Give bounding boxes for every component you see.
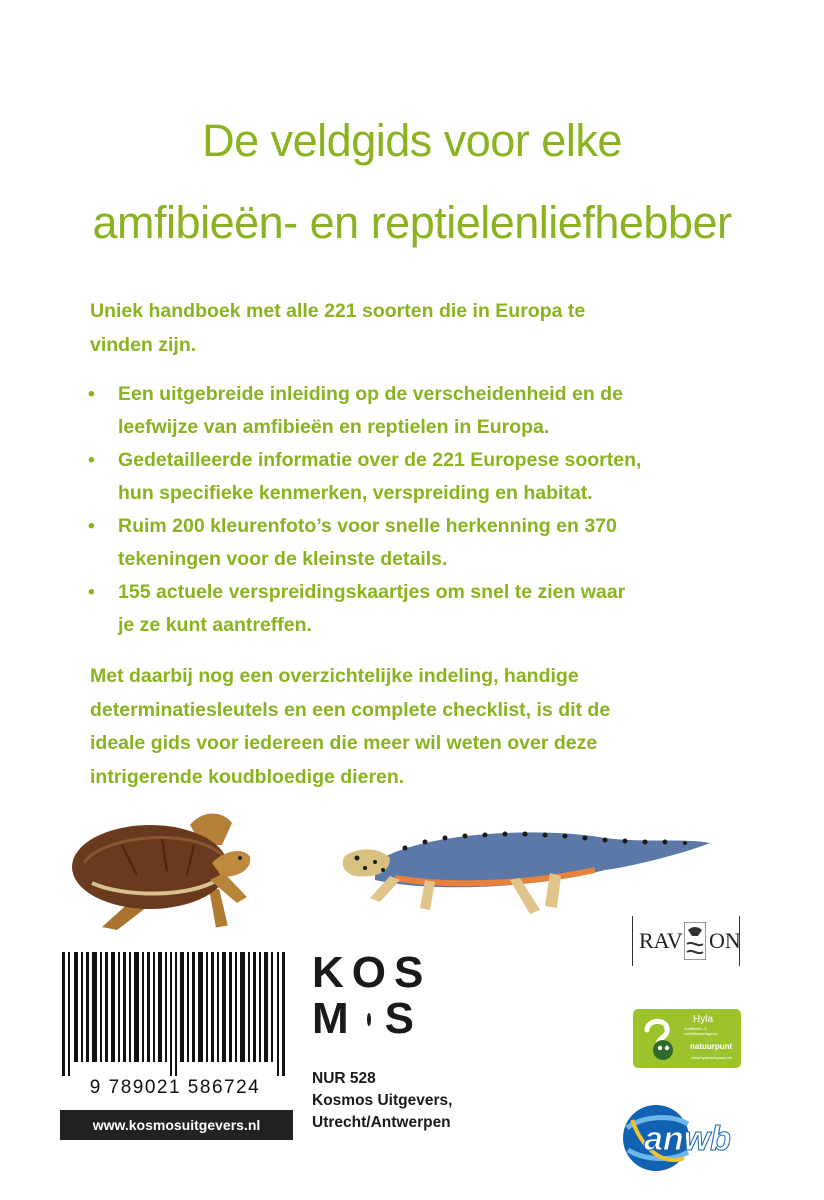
intro-line-2: vinden zijn. bbox=[90, 334, 197, 356]
feature-line: Gedetailleerde informatie over de 221 Europese soorten, bbox=[118, 449, 642, 471]
isbn-number: 9 789021 586724 bbox=[89, 1077, 261, 1098]
barcode bbox=[60, 952, 288, 1076]
hyla-frog-icon bbox=[639, 1016, 683, 1060]
feature-line: Ruim 200 kleurenfoto’s voor snelle herkenning en 370 bbox=[118, 515, 617, 537]
outro-line: Met daarbij nog een overzichtelijke indeling, handige bbox=[90, 665, 579, 687]
ravon-emblem-icon bbox=[684, 922, 706, 960]
kosmos-logo-m: M bbox=[312, 994, 357, 1043]
headline-line-2: amfibieën- en reptielenliefhebber bbox=[92, 197, 732, 248]
feature-line: 155 actuele verspreidingskaartjes om snel te zien waar bbox=[118, 581, 626, 603]
kosmos-logo-dot bbox=[367, 1013, 371, 1026]
feature-line: hun specifieke kenmerken, verspreiding en habitat. bbox=[118, 482, 593, 504]
publisher-location: Utrecht/Antwerpen bbox=[312, 1114, 451, 1131]
kosmos-logo bbox=[312, 948, 432, 1043]
anwb-logo bbox=[622, 1098, 742, 1178]
ravon-logo-left: RAV bbox=[639, 928, 683, 953]
outro-line: determinatiesleutels en een complete checklist, is dit de bbox=[90, 698, 611, 721]
bullet-dot: • bbox=[88, 449, 95, 471]
ravon-logo-right: ON bbox=[709, 928, 741, 953]
turtle-illustration bbox=[62, 805, 252, 935]
kosmos-logo-s: S bbox=[384, 994, 422, 1043]
outro-paragraph bbox=[90, 660, 730, 794]
anwb-wordmark: anwb bbox=[644, 1120, 731, 1158]
hyla-url: www.hylawerkgroep.be bbox=[691, 1055, 733, 1060]
intro-paragraph bbox=[90, 294, 690, 362]
hyla-logo bbox=[633, 1009, 741, 1068]
feature-line: tekeningen voor de kleinste details. bbox=[118, 548, 448, 570]
nur-code: NUR 528 bbox=[312, 1070, 376, 1087]
natuurpunt-label: natuurpunt bbox=[690, 1042, 733, 1051]
feature-item bbox=[88, 576, 728, 642]
headline bbox=[0, 100, 824, 264]
feature-line: Een uitgebreide inleiding op de verscheidenheid en de bbox=[118, 383, 623, 405]
ravon-logo bbox=[632, 916, 740, 966]
bullet-dot: • bbox=[88, 515, 95, 537]
headline-line-1: De veldgids voor elke bbox=[202, 115, 622, 166]
outro-line: ideale gids voor iedereen die meer wil weten over deze bbox=[90, 732, 598, 754]
kosmos-logo-row-1: KOS bbox=[312, 948, 432, 997]
kosmos-logo-row-2 bbox=[312, 996, 422, 1042]
publisher-name: Kosmos Uitgevers, bbox=[312, 1092, 453, 1109]
publisher-info bbox=[312, 1068, 452, 1134]
intro-line-1: Uniek handboek met alle 221 soorten die in Europa te bbox=[90, 300, 586, 322]
bullet-dot: • bbox=[88, 581, 95, 603]
website-link[interactable]: www.kosmosuitgevers.nl bbox=[60, 1110, 293, 1140]
bullet-dot: • bbox=[88, 383, 95, 405]
hyla-name: Hyla bbox=[693, 1014, 714, 1025]
feature-item bbox=[88, 510, 728, 576]
hyla-subtitle: Amfibieën- & reptielenwerkgroep bbox=[684, 1026, 719, 1036]
feature-item bbox=[88, 444, 728, 510]
feature-line: leefwijze van amfibieën en reptielen in Europa. bbox=[118, 416, 550, 438]
feature-item bbox=[88, 378, 728, 444]
outro-line: intrigerende koudbloedige dieren. bbox=[90, 765, 405, 788]
feature-list bbox=[88, 378, 728, 642]
feature-line: je ze kunt aantreffen. bbox=[118, 614, 312, 636]
